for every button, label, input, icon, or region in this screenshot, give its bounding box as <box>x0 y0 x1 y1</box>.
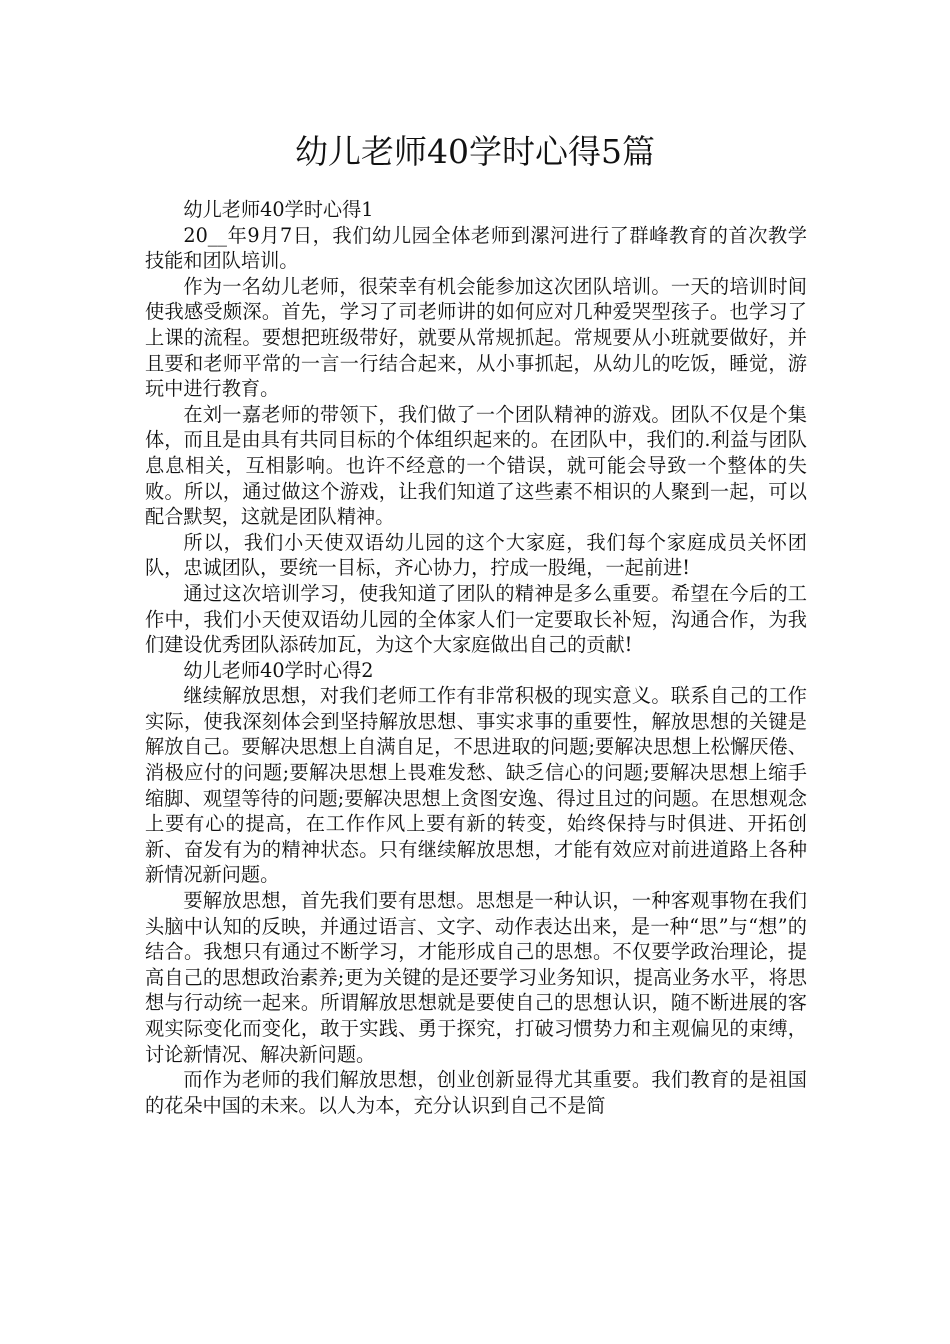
paragraph: 要解放思想，首先我们要有思想。思想是一种认识，一种客观事物在我们头脑中认知的反映，并通过语言、文字、动作表达出来，是一种“思”与“想”的结合。我想只有通过不断学习，才能形成自己的思想。不仅要学政治理论，提高自己的思想政治素养;更为关键的是还要学习业务知识，提高业务水平，将思想与行动统一起来。所谓解放思想就是要使自己的思想认识，随不断进展的客观实际变化而变化，敢于实践、勇于探究，打破习惯势力和主观偏见的束缚，讨论新情况、解决新问题。 <box>145 889 807 1066</box>
section-heading-2: 幼儿老师40学时心得2 <box>183 658 374 682</box>
paragraph: 20__年9月7日，我们幼儿园全体老师到漯河进行了群峰教育的首次教学技能和团队培训。 <box>145 223 807 273</box>
paragraph: 而作为老师的我们解放思想，创业创新显得尤其重要。我们教育的是祖国的花朵中国的未来。以人为本，充分认识到自己不是简 <box>145 1068 807 1117</box>
paragraph: 所以，我们小天使双语幼儿园的这个大家庭，我们每个家庭成员关怀团队，忠诚团队，要统一目标，齐心协力，拧成一股绳，一起前进! <box>145 530 807 580</box>
paragraph: 继续解放思想，对我们老师工作有非常积极的现实意义。联系自己的工作实际，使我深刻体会到坚持解放思想、事实求事的重要性，解放思想的关键是解放自己。要解决思想上自满自足，不思进取的问题;要解决思想上松懈厌倦、消极应付的问题;要解决思想上畏难发愁、缺乏信心的问题;要解决思想上缩手缩脚、观望等待的问题;要解决思想上贪图安逸、得过且过的问题。在思想观念上要有心的提高，在工作作风上要有新的转变，始终保持与时俱进、开拓创新、奋发有为的精神状态。只有继续解放思想，才能有效应对前进道路上各种新情况新问题。 <box>145 684 807 887</box>
paragraph: 通过这次培训学习，使我知道了团队的精神是多么重要。希望在今后的工作中，我们小天使双语幼儿园的全体家人们一定要取长补短，沟通合作，为我们建设优秀团队添砖加瓦，为这个大家庭做出自己的贡献! <box>145 581 807 657</box>
paragraph: 作为一名幼儿老师，很荣幸有机会能参加这次团队培训。一天的培训时间使我感受颇深。首先，学习了司老师讲的如何应对几种爱哭型孩子。也学习了上课的流程。要想把班级带好，就要从常规抓起。常规要从小班就要做好，并且要和老师平常的一言一行结合起来，从小事抓起，从幼儿的吃饭，睡觉，游玩中进行教育。 <box>145 274 807 401</box>
document-body <box>145 197 807 1118</box>
paragraph: 在刘一嘉老师的带领下，我们做了一个团队精神的游戏。团队不仅是个集体，而且是由具有共同目标的个体组织起来的。在团队中，我们的.利益与团队息息相关，互相影响。也许不经意的一个错误，就可能会导致一个整体的失败。所以，通过做这个游戏，让我们知道了这些素不相识的人聚到一起，可以配合默契，这就是团队精神。 <box>145 402 807 529</box>
document-title: 幼儿老师40学时心得5篇 <box>295 132 655 171</box>
section-heading-1: 幼儿老师40学时心得1 <box>183 198 374 221</box>
